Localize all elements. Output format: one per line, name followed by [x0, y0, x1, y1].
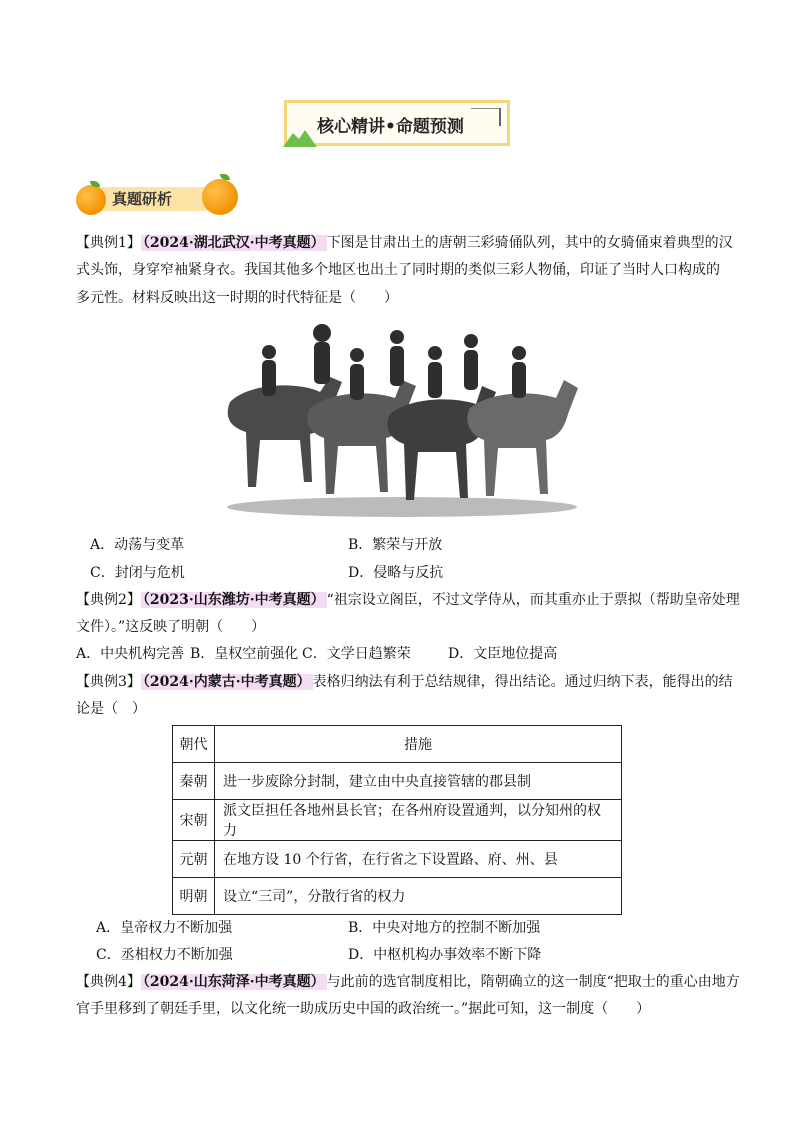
- decor-mark: [499, 108, 501, 126]
- ex1-option-a[interactable]: A．动荡与变革: [90, 537, 185, 553]
- mountain-icon: [283, 127, 317, 147]
- orange-icon: [202, 179, 238, 215]
- table-row: [173, 841, 622, 878]
- ex2-source-tag: （2023·山东潍坊·中考真题）: [142, 592, 325, 608]
- ex4-source-tag: （2024·山东菏泽·中考真题）: [142, 974, 325, 990]
- section-header: [76, 177, 240, 217]
- ex4-text: 与此前的选官制度相比，隋朝确立的这一制度“把取士的重心由地方: [326, 974, 740, 990]
- ex1-line3: 多元性。材料反映出这一时期的时代特征是（ ）: [76, 290, 398, 306]
- table-cell: 秦朝: [173, 763, 215, 800]
- banner-title: 核心精讲•命题预测: [317, 117, 464, 137]
- ex1-option-c[interactable]: C．封闭与危机: [90, 565, 185, 581]
- ex2-option-d[interactable]: D．文臣地位提高: [448, 646, 558, 662]
- ex3-label: 【典例3】: [76, 674, 141, 690]
- table-header-row: [173, 726, 622, 763]
- tang-sancai-figurines-image: [220, 322, 584, 522]
- table-header-cell: 朝代: [173, 726, 215, 763]
- ex1-text: 下图是甘肃出土的唐朝三彩骑俑队列，其中的女骑俑束着典型的汉: [326, 235, 733, 251]
- decor-line: [471, 108, 501, 109]
- table-row: [173, 763, 622, 800]
- ex3-line2: 论是（ ）: [76, 701, 146, 717]
- ex1-option-b[interactable]: B．繁荣与开放: [348, 537, 443, 553]
- ex3-option-d[interactable]: D．中枢机构办事效率不断下降: [348, 947, 542, 963]
- ex1-line2: 式头饰，身穿窄袖紧身衣。我国其他多个地区也出土了同时期的类似三彩人物俑，印证了当时人口构成的: [76, 262, 720, 278]
- table-cell: 元朝: [173, 841, 215, 878]
- ex3-option-c[interactable]: C．丞相权力不断加强: [96, 947, 233, 963]
- ex4-label: 【典例4】: [76, 974, 141, 990]
- ex2-label: 【典例2】: [76, 592, 141, 608]
- ex3-line1: [76, 672, 733, 692]
- ex3-option-b[interactable]: B．中央对地方的控制不断加强: [348, 920, 541, 936]
- ex4-line2: 官手里移到了朝廷手里，以文化统一助成历史中国的政治统一。”据此可知，这一制度（ ）: [76, 1001, 651, 1017]
- table-cell: 进一步废除分封制，建立由中央直接管辖的郡县制: [215, 763, 622, 800]
- table-cell: 在地方设 10 个行省，在行省之下设置路、府、州、县: [215, 841, 622, 878]
- table-row: [173, 878, 622, 915]
- ex2-option-a[interactable]: A．中央机构完善: [76, 646, 185, 662]
- table-cell: 派文臣担任各地州县长官；在各州府设置通判，以分知州的权力: [215, 800, 622, 841]
- section-title: 真题研析: [112, 190, 173, 208]
- ex3-option-a[interactable]: A．皇帝权力不断加强: [96, 920, 233, 936]
- ex1-line1: [76, 233, 733, 253]
- ex2-option-c[interactable]: C．文学日趋繁荣: [302, 646, 411, 662]
- ex1-option-d[interactable]: D．侵略与反抗: [348, 565, 444, 581]
- ex2-option-b[interactable]: B．皇权空前强化: [190, 646, 299, 662]
- ex3-source-tag: （2024·内蒙古·中考真题）: [142, 674, 311, 690]
- table-cell: 宋朝: [173, 800, 215, 841]
- table-header-cell: 措施: [215, 726, 622, 763]
- section-banner: [284, 100, 510, 146]
- ex2-line2: 文件）。”这反映了明朝（ ）: [76, 619, 266, 635]
- table-cell: 明朝: [173, 878, 215, 915]
- ex2-text: “祖宗设立阁臣，不过文学侍从，而其重亦止于票拟（帮助皇帝处理: [326, 592, 740, 608]
- orange-icon: [76, 185, 106, 215]
- table-row: [173, 800, 622, 841]
- ex1-label: 【典例1】: [76, 235, 141, 251]
- ex4-line1: [76, 972, 740, 992]
- ex1-source-tag: （2024·湖北武汉·中考真题）: [142, 235, 325, 251]
- ex3-text: 表格归纳法有利于总结规律，得出结论。通过归纳下表，能得出的结: [312, 674, 733, 690]
- ex2-line1: [76, 590, 740, 610]
- measures-table: [172, 725, 622, 915]
- table-cell: 设立“三司”，分散行省的权力: [215, 878, 622, 915]
